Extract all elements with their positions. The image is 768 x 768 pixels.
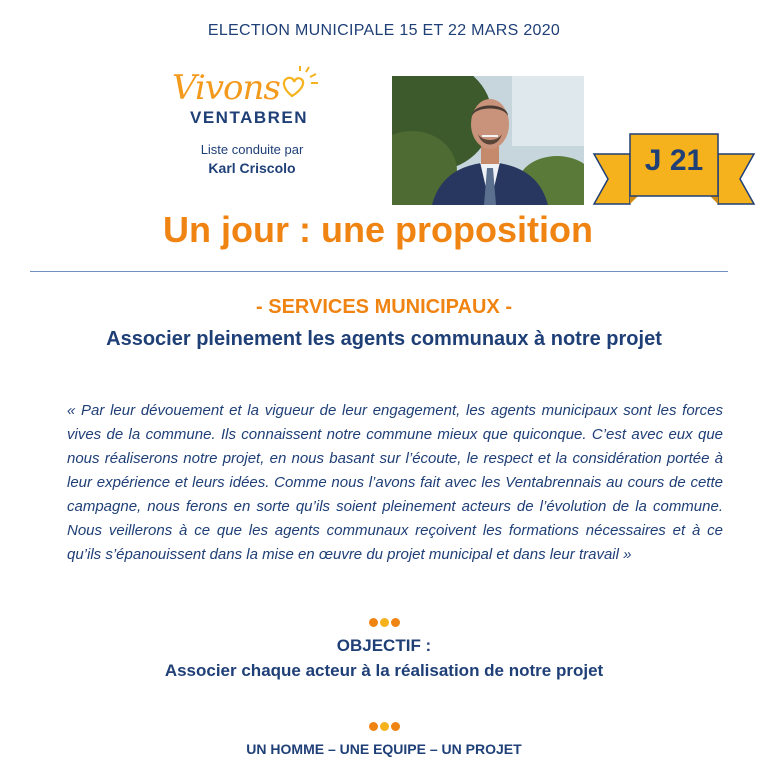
tagline: Un jour : une proposition bbox=[163, 209, 593, 250]
logo-script-text: Vivons bbox=[172, 68, 280, 108]
dot-icon bbox=[380, 722, 389, 731]
objective-text: Associer chaque acteur à la réalisation de notre projet bbox=[164, 661, 604, 680]
logo-subtitle: VENTABREN bbox=[190, 108, 309, 127]
campaign-logo bbox=[168, 60, 338, 140]
day-ribbon bbox=[592, 132, 756, 216]
dot-icon bbox=[380, 618, 389, 627]
divider bbox=[30, 271, 728, 272]
led-by-label: Liste conduite par bbox=[200, 142, 304, 157]
heart-sun-icon bbox=[276, 66, 322, 106]
objective-label: OBJECTIF : bbox=[336, 636, 432, 655]
election-header: ELECTION MUNICIPALE 15 ET 22 MARS 2020 bbox=[207, 22, 561, 39]
dot-icon bbox=[369, 722, 378, 731]
candidate-portrait bbox=[392, 76, 584, 205]
section-title: - SERVICES MUNICIPAUX - bbox=[256, 296, 512, 318]
dot-icon bbox=[369, 618, 378, 627]
candidate-photo bbox=[392, 76, 584, 205]
section-subtitle: Associer pleinement les agents communaux à notre projet bbox=[106, 328, 662, 350]
day-counter: J 21 bbox=[644, 144, 704, 177]
dot-icon bbox=[391, 722, 400, 731]
dots-separator bbox=[0, 718, 768, 730]
dot-icon bbox=[391, 618, 400, 627]
footer-slogan: UN HOMME – UNE EQUIPE – UN PROJET bbox=[246, 741, 522, 757]
quote-paragraph: « Par leur dévouement et la vigueur de leur engagement, les agents municipaux sont les forces vives de la commune. Ils connaissent notre commune mieux que quiconque. C’est avec eux que nous réaliserons notre projet, en nous basant sur l’écoute, le respect et la considération portée à leur expérience et leurs idées. Comme nous l’avons fait avec les Ventabrennais au cours de cette campagne, nous ferons en sorte qu’ils soient pleinement acteurs de l’évolution de la commune. Nous veillerons à ce que les agents communaux reçoivent les formations nécessaires et à ce qu’ils s’épanouissent dans la mise en œuvre du projet municipal et dans leur travail » bbox=[67, 402, 723, 563]
leader-name: Karl Criscolo bbox=[208, 160, 296, 176]
dots-separator bbox=[0, 614, 768, 626]
